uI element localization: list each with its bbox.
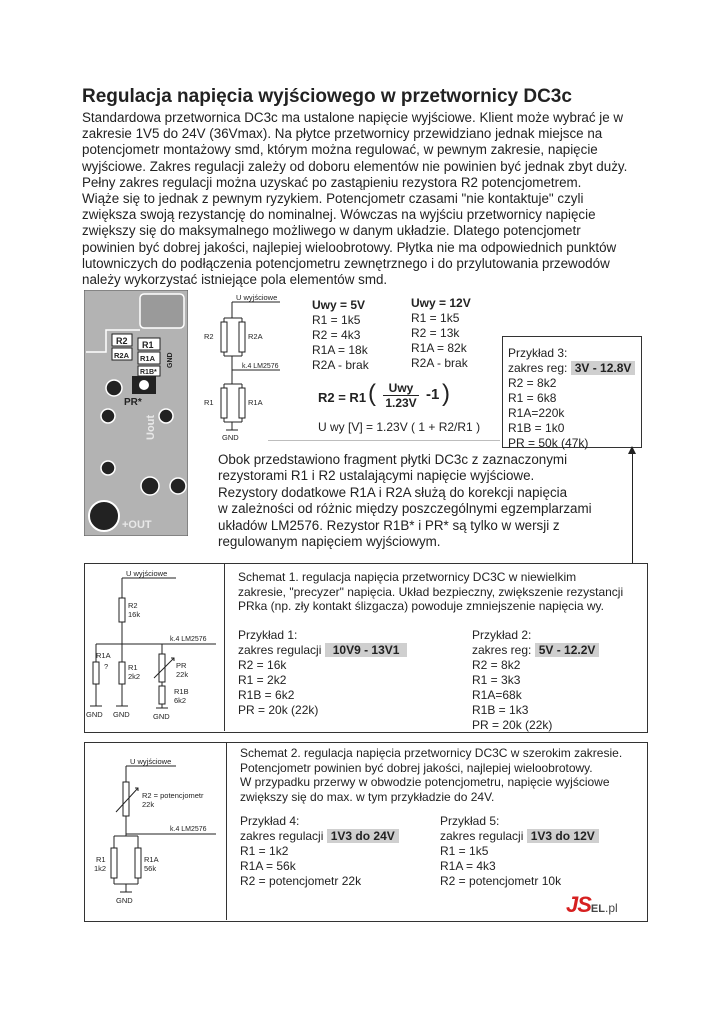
intro-line: potencjometr montażowy smd, którym można regulować, w pewnym zakresie, napięcie [82, 142, 598, 158]
uwy5-line: R1 = 1k5 [312, 313, 361, 327]
schemat1-circuit [86, 566, 222, 726]
example3-heading: Przykład 3: [508, 346, 568, 360]
uwy5-line: R1A = 18k [312, 343, 368, 357]
example2-range-value: 5V - 12.2V [535, 643, 600, 657]
intro-line: lutowniczych do podłączenia potencjometru zewnętrznego i do przylutowania przewodów [82, 255, 610, 271]
example1-range-label: zakres regulacji [238, 643, 322, 657]
uwy5-heading: Uwy = 5V [312, 298, 366, 312]
intro-line: zakresie 1V5 do 24V (36Vmax). Na płytce przetwornicy przewidziano jednak miejsce na [82, 126, 603, 142]
example5-range-label: zakres regulacji [440, 829, 524, 843]
example4-line: R2 = potencjometr 22k [240, 874, 362, 888]
s1-r2-label: R2 [128, 601, 138, 610]
s1-r1-value: 2k2 [128, 672, 141, 681]
example3-range-row [508, 361, 635, 376]
s2-pin-label: k.4 LM2576 [170, 826, 207, 833]
s1-gnd-label: GND [86, 710, 103, 719]
schemat2-circuit [86, 750, 224, 910]
pcb-desc-line: Obok przedstawiono fragment płytki DC3c z zaznaczonymi [218, 452, 568, 467]
example2-range-label: zakres reg: [472, 643, 532, 657]
s1-uout-label: U wyjściowe [126, 569, 168, 578]
example1-range-value: 10V9 - 13V1 [325, 643, 408, 657]
schemat1-divider [224, 563, 225, 731]
schemat2-divider [226, 742, 227, 920]
example5-line: R1 = 1k5 [440, 844, 489, 858]
example4-line: R1 = 1k2 [240, 844, 289, 858]
example2-range-row [472, 643, 599, 658]
schemat1-description [238, 570, 623, 614]
intro-line: zwiększy się do maksymalnego możliwego w danym układzie. Dlatego potencjometr [82, 223, 581, 239]
formula-fraction [383, 381, 419, 410]
s1-r1b-label: R1B [174, 687, 189, 696]
s1-gnd-label: GND [113, 710, 130, 719]
connector-arrow-line [632, 452, 633, 564]
example3-range-value: 3V - 12.8V [571, 361, 636, 375]
formula-lhs: R2 = R1 [318, 390, 367, 405]
uwy5-block [312, 298, 369, 373]
example1-line: R1 = 2k2 [238, 673, 287, 687]
s2-r1-label: R1 [96, 855, 106, 864]
main-r1-label: R1 [204, 398, 214, 407]
s1-desc-line: Schemat 1. regulacja napięcia przetwornicy DC3C w niewielkim [238, 570, 577, 584]
example4-range-row [240, 829, 399, 844]
connector-arrow-head [628, 446, 636, 454]
uwy12-line: R2A - brak [411, 356, 468, 370]
example5-line: R2 = potencjometr 10k [440, 874, 562, 888]
example2-line: R2 = 8k2 [472, 658, 521, 672]
example2-line: PR = 20k (22k) [472, 718, 553, 732]
uwy5-line: R2A - brak [312, 358, 369, 372]
example2-content [472, 628, 599, 733]
main-r1a-label: R1A [248, 398, 263, 407]
main-r2a-label: R2A [248, 332, 263, 341]
formula-minus-one: -1 [426, 386, 440, 403]
uwy12-heading: Uwy = 12V [411, 296, 471, 310]
intro-line: Standardowa przetwornica DC3c ma ustalone napięcie wyjściowe. Klient może wybrać je w [82, 110, 624, 125]
formula-numerator: Uwy [383, 381, 419, 396]
intro-line: zwiększa swoją rezystancję do nominalnej. Wówczas na wyjściu przetwornicy napięcie [82, 207, 596, 223]
formula-denominator: 1.23V [385, 396, 417, 410]
s1-gnd-label: GND [153, 712, 170, 721]
pcb-r1b-label: R1B* [140, 369, 157, 376]
s2-r1a-value: 56k [144, 864, 157, 873]
example2-line: R1 = 3k3 [472, 673, 521, 687]
page-title: Regulacja napięcia wyjściowego w przetwornicy DC3c [82, 86, 572, 107]
uwy5-line: R2 = 4k3 [312, 328, 361, 342]
pcb-pr-label: PR* [124, 397, 142, 408]
intro-line: Pełny zakres regulacji można uzyskać po zastąpieniu rezystora R2 potencjometrem. [82, 174, 582, 190]
example1-content [238, 628, 407, 718]
pcb-r2-label: R2 [116, 336, 128, 346]
s2-r2-value: 22k [142, 800, 155, 809]
logo-pl: .pl [604, 901, 618, 915]
pcb-fragment [84, 290, 188, 536]
uwy12-block [411, 296, 471, 371]
formula-divider [268, 440, 500, 441]
formula-uwy: U wy [V] = 1.23V ( 1 + R2/R1 ) [318, 420, 481, 434]
uwy12-line: R1A = 82k [411, 341, 467, 355]
example1-heading: Przykład 1: [238, 628, 298, 642]
example3-line: R2 = 8k2 [508, 376, 557, 390]
pcb-desc-line: Rezystory dodatkowe R1A i R2A służą do korekcji napięcia [218, 484, 568, 500]
formula-paren-open: ( [368, 380, 376, 407]
pcb-gnd-label: GND [167, 352, 174, 368]
example1-range-row [238, 643, 407, 658]
s1-pr-value: 22k [176, 670, 189, 679]
s2-r1a-label: R1A [144, 855, 159, 864]
example5-range-value: 1V3 do 12V [527, 829, 599, 843]
s2-gnd-label: GND [116, 896, 133, 905]
example5-content [440, 814, 599, 889]
s1-r1a-value: ? [104, 662, 109, 671]
example5-line: R1A = 4k3 [440, 859, 496, 873]
pcb-uout-label: Uout [145, 414, 157, 440]
example4-heading: Przykład 4: [240, 814, 300, 828]
uwy12-line: R2 = 13k [411, 326, 460, 340]
pcb-out-label: +OUT [122, 519, 152, 531]
example3-content [508, 346, 635, 451]
s1-r1a-label: R1A [96, 651, 111, 660]
example5-heading: Przykład 5: [440, 814, 500, 828]
s2-r2-label: R2 = potencjometr [142, 791, 204, 800]
example2-heading: Przykład 2: [472, 628, 532, 642]
s1-r2-value: 16k [128, 610, 141, 619]
intro-line: należy wykorzystać istniejące pola elementów smd. [82, 272, 388, 288]
example5-range-row [440, 829, 599, 844]
pcb-desc-line: w zależności od różnic między poszczególnymi egzemplarzami [218, 501, 592, 517]
pcb-desc-line: rezystorami R1 i R2 ustalającymi napięcie wyjściowe. [218, 468, 535, 484]
s1-desc-line: zakresie, "precyzer" napięcia. Układ bezpieczny, zwiększenie rezystancji [238, 584, 624, 599]
s1-desc-line: PRka (np. zły kontakt ślizgacza) powoduje zmniejszenie napięcia wy. [238, 599, 604, 614]
pcb-description [218, 452, 592, 550]
pcb-desc-line: układów LM2576. Rezystor R1B* i PR* są tylko w wersji z [218, 517, 560, 533]
intro-text [82, 110, 662, 288]
example4-content [240, 814, 399, 889]
s2-desc-line: W przypadku przerwy w obwodzie potencjometru, napięcie wyjściowe [240, 775, 610, 790]
intro-line: Wiąże się to jednak z pewnym ryzykiem. Potencjometr czasami "nie kontaktuje" czyli [82, 191, 584, 207]
example3-line: R1 = 6k8 [508, 391, 557, 405]
example3-line: R1B = 1k0 [508, 421, 565, 435]
s1-r1b-value: 6k2 [174, 696, 187, 705]
intro-line: powinien być dobrej jakości, najlepiej wieloobrotowy. Płytka nie ma odpowiednich punktów [82, 239, 617, 255]
schemat2-description [240, 746, 622, 804]
s2-desc-line: Potencjometr powinien być dobrej jakości, najlepiej wieloobrotowy. [240, 760, 593, 775]
logo-mark: JS [566, 892, 591, 917]
example1-line: R2 = 16k [238, 658, 287, 672]
example4-line: R1A = 56k [240, 859, 296, 873]
main-r2-label: R2 [204, 332, 214, 341]
s1-pr-label: PR [176, 661, 187, 670]
s2-r1-value: 1k2 [94, 864, 107, 873]
example1-line: R1B = 6k2 [238, 688, 295, 702]
example4-range-label: zakres regulacji [240, 829, 324, 843]
example3-line: R1A=220k [508, 406, 565, 420]
formula-paren-close: ) [442, 380, 450, 407]
logo-el: EL [590, 903, 605, 915]
pcb-r1a-label: R1A [140, 354, 156, 363]
pcb-r2a-label: R2A [114, 351, 130, 360]
main-gnd-label: GND [222, 433, 239, 442]
s1-pin-label: k.4 LM2576 [170, 636, 207, 643]
pcb-r1-label: R1 [142, 340, 154, 350]
example3-range-label: zakres reg: [508, 361, 568, 375]
main-uout-label: U wyjściowe [236, 293, 278, 302]
uwy12-line: R1 = 1k5 [411, 311, 460, 325]
s2-uout-label: U wyjściowe [130, 757, 172, 766]
intro-line: wyjściowe. Zakres regulacji zależy od doboru elementów nie powinien być jednak zbyt duży. [82, 158, 628, 174]
example2-line: R1A=68k [472, 688, 522, 702]
main-pin-label: k.4 LM2576 [242, 363, 279, 370]
example2-line: R1B = 1k3 [472, 703, 529, 717]
example4-range-value: 1V3 do 24V [327, 829, 399, 843]
s1-r1-label: R1 [128, 663, 138, 672]
pcb-desc-line: regulowanym napięciem wyjściowym. [218, 534, 441, 550]
main-circuit [196, 292, 296, 448]
example1-line: PR = 20k (22k) [238, 703, 319, 717]
s2-desc-line: Schemat 2. regulacja napięcia przetwornicy DC3C w szerokim zakresie. [240, 746, 623, 760]
example3-line: PR = 50k (47k) [508, 436, 589, 450]
jsel-logo [566, 892, 618, 918]
s2-desc-line: zwiększy się do max. w tym przykładzie do 24V. [240, 789, 495, 804]
